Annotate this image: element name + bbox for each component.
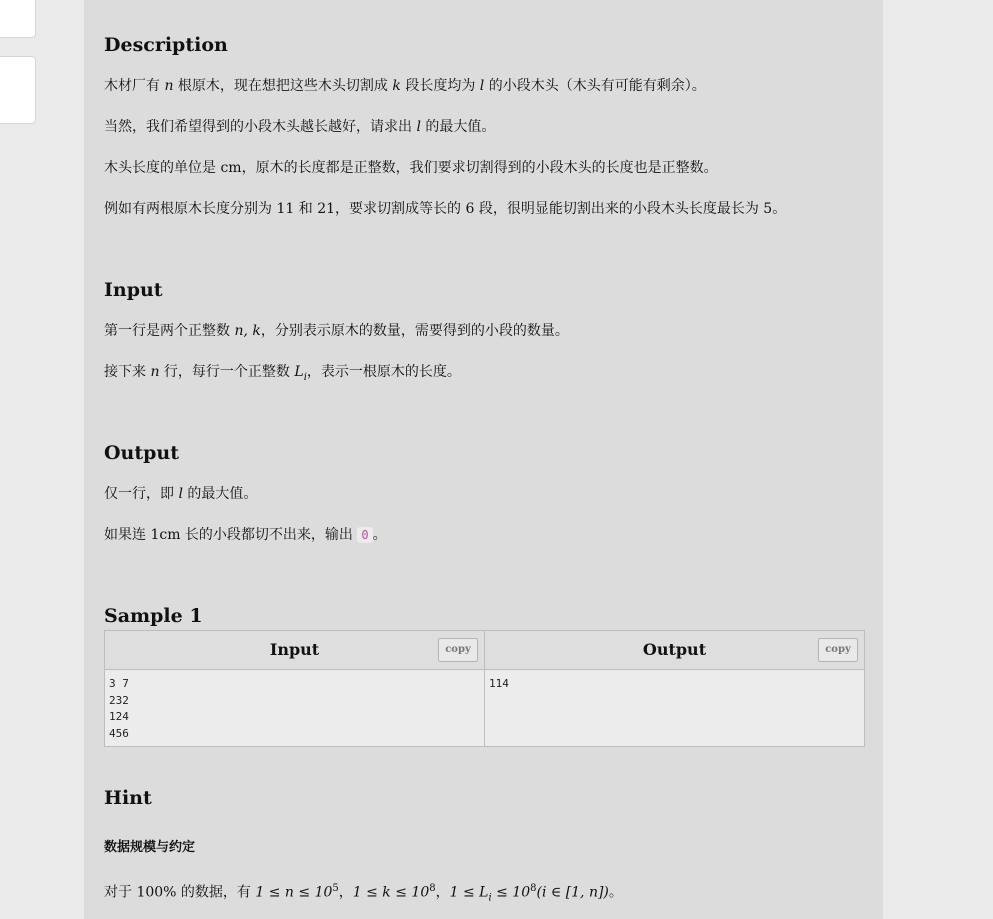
inline-code: 0: [357, 527, 372, 543]
input-paragraph-1: 第一行是两个正整数 n, k，分别表示原木的数量，需要得到的小段的数量。: [104, 323, 569, 339]
sample-input-title: Input: [269, 640, 320, 659]
side-card-top: [0, 0, 36, 38]
input-heading: Input: [104, 279, 163, 301]
output-heading: Output: [104, 442, 180, 464]
sample-table: [104, 630, 865, 747]
hint-paragraph: 对于 100% 的数据，有 $1 \le n \le 10^5$，$1 \le k \le 10^8$，$1 \le L_i \le 10^8(i$ ∈ [1, n])。: [104, 883, 623, 904]
output-paragraph-2: 如果连 1cm 长的小段都切不出来，输出 0 。: [104, 527, 387, 543]
sample-input-text: 3 7 232 124 456: [109, 677, 129, 740]
sample-output-column: [485, 631, 864, 746]
sample-output-title: Output: [642, 640, 707, 659]
description-paragraph-1: 木材厂有 n 根原木，现在想把这些木头切割成 k 段长度均为 l 的小段木头（木头有可能有剩余）。: [104, 78, 706, 94]
copy-input-button[interactable]: copy: [438, 638, 478, 662]
description-heading: Description: [104, 34, 228, 56]
side-card: [0, 56, 36, 124]
hint-subheading: 数据规模与约定: [104, 840, 196, 855]
output-paragraph-1: 仅一行，即 l 的最大值。: [104, 486, 258, 502]
sample-output-header: [485, 631, 864, 670]
description-paragraph-4: 例如有两根原木长度分别为 11 和 21，要求切割成等长的 6 段，很明显能切割出来的小段木头长度最长为 5。: [104, 201, 787, 217]
hint-heading: Hint: [104, 787, 152, 809]
sample-input-column: [105, 631, 485, 746]
description-paragraph-3: 木头长度的单位是 cm，原木的长度都是正整数，我们要求切割得到的小段木头的长度也是正整数。: [104, 160, 718, 176]
problem-panel: [84, 0, 883, 919]
sample-heading: Sample 1: [104, 605, 203, 627]
sample-output-text: 114: [489, 677, 509, 690]
copy-output-button[interactable]: copy: [818, 638, 858, 662]
description-paragraph-2: 当然，我们希望得到的小段木头越长越好，请求出 l 的最大值。: [104, 119, 496, 135]
sample-input-header: [105, 631, 484, 670]
input-paragraph-2: 接下来 n 行，每行一个正整数 $L_i$，表示一根原木的长度。: [104, 364, 461, 383]
